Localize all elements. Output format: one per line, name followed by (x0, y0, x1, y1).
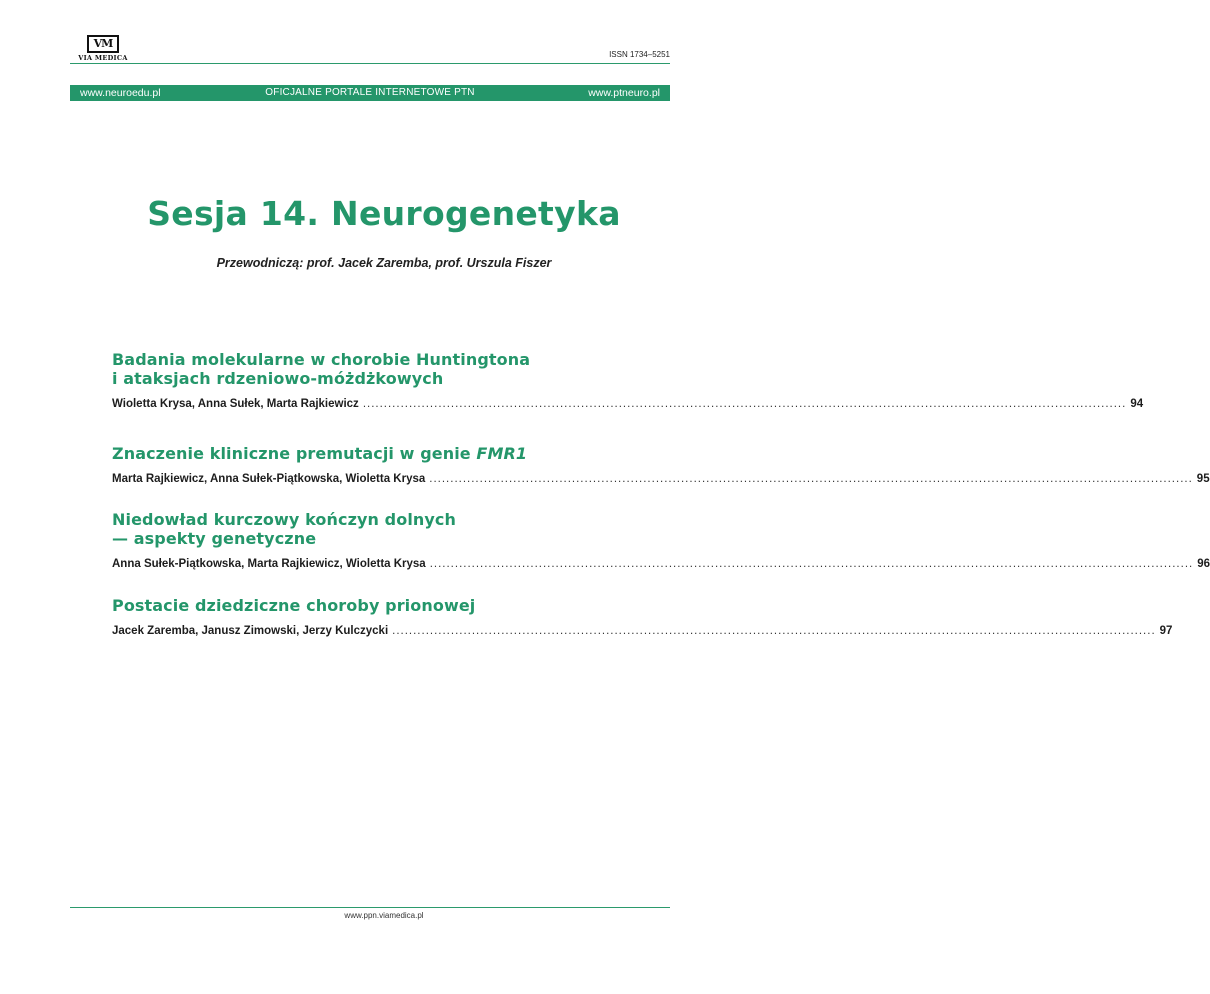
toc-entry-line (112, 473, 1210, 485)
neuroedu-link[interactable]: www.neuroedu.pl (80, 87, 161, 99)
logo-mark: VM (87, 35, 119, 53)
toc-title-text: Znaczenie kliniczne premutacji w genie (112, 444, 477, 463)
ptneuro-link[interactable]: www.ptneuro.pl (588, 87, 660, 99)
logo-name: VIA MEDICA (78, 54, 128, 62)
toc-entry-title (112, 596, 670, 615)
toc-authors: Marta Rajkiewicz, Anna Sułek-Piątkowska, Wioletta Krysa (112, 473, 426, 485)
toc-title-line: i ataksjach rdzeniowo-móżdżkowych (112, 369, 444, 388)
toc-page-number: 97 (1159, 625, 1173, 637)
session-chairs: Przewodniczą: prof. Jacek Zaremba, prof. Urszula Fiszer (216, 256, 552, 270)
toc-entry-title (112, 444, 670, 463)
toc-page-number: 94 (1130, 398, 1144, 410)
toc-entry-line (112, 558, 1210, 570)
leader-dots: ...................................................................................................................................................................................... (429, 473, 1193, 485)
toc-title-line: Postacie dziedziczne choroby prionowej (112, 596, 476, 615)
toc-authors: Anna Sułek-Piątkowska, Marta Rajkiewicz, Wioletta Krysa (112, 558, 426, 570)
footer-url: www.ppn.viamedica.pl (344, 911, 424, 920)
toc-page-number: 95 (1196, 473, 1210, 485)
toc-page-number: 96 (1197, 558, 1210, 570)
toc-title-line: Niedowład kurczowy kończyn dolnych (112, 510, 457, 529)
toc-entry-title (112, 350, 670, 388)
issn-number: ISSN 1734–5251 (609, 50, 670, 59)
toc-title-line: Badania molekularne w chorobie Huntingtona (112, 350, 531, 369)
portals-banner (70, 85, 670, 101)
banner-caption: OFICJALNE PORTALE INTERNETOWE PTN (265, 87, 475, 98)
leader-dots: ...................................................................................................................................................................................... (429, 558, 1194, 570)
toc-authors: Wioletta Krysa, Anna Sułek, Marta Rajkiewicz (112, 398, 359, 410)
toc-entry-line (112, 625, 1173, 637)
leader-dots: ...................................................................................................................................................................................... (362, 398, 1127, 410)
toc-title-gene: FMR1 (476, 444, 528, 463)
toc-authors: Jacek Zaremba, Janusz Zimowski, Jerzy Kulczycki (112, 625, 389, 637)
toc-entry-title (112, 510, 670, 548)
toc-title-line: — aspekty genetyczne (112, 529, 317, 548)
via-medica-logo (70, 34, 136, 62)
toc-entry[interactable] (112, 510, 1210, 570)
session-title: Sesja 14. Neurogenetyka (147, 194, 621, 233)
leader-dots: ...................................................................................................................................................................................... (392, 625, 1156, 637)
toc-entry[interactable] (112, 444, 1210, 485)
toc-entry[interactable] (112, 596, 1173, 637)
footer-divider (70, 907, 670, 908)
toc-entry[interactable] (112, 350, 1144, 410)
toc-entry-line (112, 398, 1144, 410)
header-divider (70, 63, 670, 64)
